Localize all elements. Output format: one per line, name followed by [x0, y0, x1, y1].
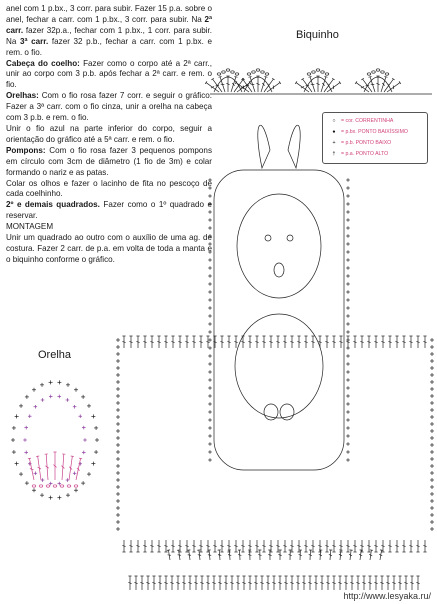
dc-stitch — [206, 336, 209, 348]
dc-stitch — [28, 458, 36, 480]
head-oval — [237, 194, 321, 298]
dc-stitch — [339, 336, 342, 348]
dc-stitch — [248, 550, 252, 560]
dc-stitch — [284, 576, 287, 590]
dc-stitch — [338, 576, 341, 590]
dc-stitch — [220, 540, 223, 552]
chain-symbol-icon: ○ — [332, 118, 336, 124]
dc-stitch — [266, 576, 269, 590]
dc-stitch — [395, 540, 398, 552]
dc-stitch — [374, 576, 377, 590]
dc-stitch — [129, 336, 132, 348]
single-crochet-symbol-icon: + — [332, 140, 336, 146]
dc-stitch — [402, 336, 405, 348]
chain-stitch — [307, 73, 311, 75]
dc-stitch — [398, 576, 401, 590]
dc-stitch — [177, 550, 182, 560]
dc-stitch — [304, 336, 307, 348]
dc-stitch — [278, 576, 281, 590]
dc-stitch — [355, 81, 370, 93]
dc-stitch — [423, 540, 426, 552]
dc-stitch — [409, 336, 412, 348]
dc-stitch — [228, 550, 232, 560]
dc-stitch — [283, 540, 286, 552]
dc-bar — [278, 554, 281, 555]
left-eye — [265, 235, 271, 241]
dc-top — [384, 76, 387, 77]
dc-bar — [268, 554, 271, 555]
dc-stitch — [380, 576, 383, 590]
dc-stitch — [157, 336, 160, 348]
dc-stitch — [388, 336, 391, 348]
chain-stitch — [312, 71, 316, 73]
dc-stitch — [338, 550, 342, 560]
dc-stitch — [360, 336, 363, 348]
dc-stitch — [255, 540, 258, 552]
dc-stitch — [283, 336, 286, 348]
dc-stitch — [158, 576, 161, 590]
body-oval — [235, 314, 323, 418]
dc-stitch — [238, 550, 242, 560]
cabeca-text: Fazer como o corpo até a 2ª carr., unir ao corpo com 3 p.b. após fechar a 2ª carr. e rem. o fio. — [6, 58, 212, 90]
dc-stitch — [319, 76, 327, 92]
chain-stitch — [261, 71, 265, 73]
unir-paragraph: Unir o fio azul na parte inferior do corpo, seguir a orientação do gráfico até a 5ª carr. e rem. o fio. — [6, 123, 212, 144]
dc-stitch — [157, 540, 160, 552]
dc-stitch — [302, 576, 305, 590]
dc-top — [369, 76, 372, 77]
dc-stitch — [297, 336, 300, 348]
chain-stitch — [231, 71, 235, 73]
dc-stitch — [205, 81, 220, 93]
orelha-chart — [11, 380, 99, 499]
dc-stitch — [213, 540, 216, 552]
dc-stitch — [262, 540, 265, 552]
orelhas-text: Com o fio rosa fazer 7 corr. e seguir o gráfico. Fazer a 3ª carr. com o fio cinza, unir a orelha na cabeça com 3 p.b. e rem. o fio. — [6, 91, 212, 123]
chain-stitch — [67, 485, 71, 487]
dc-stitch — [290, 336, 293, 348]
dc-stitch — [328, 550, 332, 560]
dc-stitch — [332, 336, 335, 348]
chain-stitch — [60, 485, 64, 487]
dc-stitch — [392, 576, 395, 590]
dc-stitch — [143, 336, 146, 348]
dc-stitch — [140, 576, 143, 590]
dc-stitch — [332, 576, 335, 590]
dc-stitch — [164, 336, 167, 348]
legend-text-double: = p.a. PONTO ALTO — [341, 151, 389, 157]
legend-text-single: = p.b. PONTO BAIXO — [341, 140, 392, 146]
dc-stitch — [416, 336, 419, 348]
dc-stitch — [376, 76, 379, 92]
chain-stitch — [46, 485, 50, 487]
dc-stitch — [325, 540, 328, 552]
dc-stitch — [386, 576, 389, 590]
dc-stitch — [316, 76, 319, 92]
dc-stitch — [386, 81, 401, 93]
dc-stitch — [167, 550, 172, 560]
dc-stitch — [367, 336, 370, 348]
chain-stitch — [256, 69, 260, 71]
dc-stitch — [326, 81, 341, 93]
round-3-label: 3ª carr. — [20, 36, 49, 46]
bunny-square-chart — [116, 125, 434, 590]
dc-stitch — [234, 540, 237, 552]
chain-stitch — [372, 71, 376, 73]
dc-stitch — [182, 576, 185, 590]
chain-stitch — [53, 485, 57, 487]
dc-stitch — [150, 540, 153, 552]
dc-stitch — [122, 336, 125, 348]
dc-stitch — [212, 576, 215, 590]
dc-stitch — [308, 576, 311, 590]
dc-stitch — [276, 336, 279, 348]
demais-text: Fazer como o 1º quadrado e reservar. — [6, 200, 212, 221]
dc-top — [264, 76, 267, 77]
chain-stitch — [376, 69, 380, 71]
dc-stitch — [188, 576, 191, 590]
dc-stitch — [288, 550, 291, 560]
dc-stitch — [266, 81, 281, 93]
dc-stitch — [136, 336, 139, 348]
dc-stitch — [309, 76, 317, 92]
dc-stitch — [122, 540, 125, 552]
dc-stitch — [409, 540, 412, 552]
right-ear-outline — [288, 125, 300, 168]
round-2-label: 2ª carr. — [6, 14, 212, 35]
dc-stitch — [325, 336, 328, 348]
dc-stitch — [74, 458, 82, 480]
dc-stitch — [356, 576, 359, 590]
dc-stitch — [136, 540, 139, 552]
dc-stitch — [187, 550, 191, 560]
dc-stitch — [402, 540, 405, 552]
dc-stitch — [416, 576, 419, 590]
chain-stitch — [222, 71, 226, 73]
watermark-url: http://www.lesyaka.ru/ — [343, 591, 431, 601]
dc-stitch — [206, 576, 209, 590]
intro-text-3: fazer 32 p.b., fechar a carr. com 1 p.bx. e rem. o fio. — [6, 36, 212, 57]
dc-stitch — [234, 336, 237, 348]
biquinho-title: Biquinho — [296, 29, 339, 41]
dc-stitch — [226, 76, 229, 92]
dc-stitch — [314, 576, 317, 590]
dc-stitch — [219, 76, 227, 92]
dc-stitch — [326, 576, 329, 590]
chain-stitch — [217, 73, 221, 75]
chain-stitch — [265, 73, 269, 75]
dc-stitch — [36, 456, 43, 480]
dc-stitch — [53, 452, 56, 480]
chain-stitch — [385, 73, 389, 75]
dc-stitch — [262, 336, 265, 348]
dc-stitch — [164, 576, 167, 590]
legend-text-chain: = cor. CORRENTINHA — [341, 118, 394, 124]
dc-stitch — [229, 76, 237, 92]
right-paw — [280, 404, 294, 420]
dc-stitch — [67, 456, 74, 480]
dc-stitch — [256, 76, 259, 92]
chain-stitch — [74, 485, 78, 487]
dc-stitch — [260, 576, 263, 590]
dc-stitch — [395, 336, 398, 348]
chain-stitch — [325, 73, 329, 75]
dc-stitch — [304, 540, 307, 552]
dc-stitch — [185, 336, 188, 348]
dc-stitch — [128, 576, 131, 590]
dc-stitch — [129, 540, 132, 552]
dc-stitch — [320, 576, 323, 590]
dc-stitch — [199, 336, 202, 348]
pompons-text: Com o fio rosa fazer 3 pequenos pompons em círculo com 3cm de diâmetro (1 fio de 3m) e colar formando o nariz e as patas. — [6, 145, 212, 177]
dc-stitch — [290, 576, 293, 590]
dc-stitch — [242, 576, 245, 590]
chain-stitch — [247, 73, 251, 75]
dc-stitch — [143, 540, 146, 552]
colar-paragraph: Colar os olhos e fazer o lacinho de fita no pescoço de cada coelhinho. — [6, 178, 212, 199]
cabeca-heading: Cabeça do coelho: — [6, 58, 80, 68]
dc-stitch — [171, 540, 174, 552]
dc-stitch — [249, 76, 257, 92]
chain-stitch — [321, 71, 325, 73]
dc-stitch — [152, 576, 155, 590]
dc-stitch — [150, 336, 153, 348]
montagem-heading: MONTAGEM — [6, 222, 54, 232]
dc-stitch — [410, 576, 413, 590]
dc-stitch — [236, 576, 239, 590]
dc-stitch — [374, 336, 377, 348]
dc-stitch — [332, 540, 335, 552]
left-paw — [264, 404, 278, 420]
dc-stitch — [194, 576, 197, 590]
orelha-title: Orelha — [38, 349, 72, 361]
dc-stitch — [200, 576, 203, 590]
dc-stitch — [318, 550, 322, 560]
dc-stitch — [308, 550, 312, 560]
chain-stitch — [39, 485, 43, 487]
right-eye — [287, 235, 293, 241]
dc-stitch — [254, 576, 257, 590]
dc-stitch — [258, 550, 261, 560]
dc-stitch — [278, 550, 281, 560]
dc-stitch — [353, 540, 356, 552]
dc-top — [324, 76, 327, 77]
dc-stitch — [404, 576, 407, 590]
dc-stitch — [248, 336, 251, 348]
dc-top — [28, 458, 31, 459]
dc-stitch — [295, 81, 310, 93]
dc-stitch — [272, 576, 275, 590]
dc-stitch — [346, 540, 349, 552]
dc-stitch — [248, 576, 251, 590]
dc-stitch — [241, 540, 244, 552]
chain-stitch — [367, 73, 371, 75]
dc-stitch — [416, 540, 419, 552]
dc-stitch — [230, 576, 233, 590]
dc-stitch — [218, 576, 221, 590]
dc-top — [249, 76, 252, 77]
dc-stitch — [259, 76, 267, 92]
dc-stitch — [178, 336, 181, 348]
dc-stitch — [353, 336, 356, 348]
demais-heading: 2º e demais quadrados. — [6, 200, 100, 210]
dc-stitch — [170, 576, 173, 590]
chain-stitch — [381, 71, 385, 73]
intro-text-2: fazer 32p.a., fechar com 1 p.bx., 1 corr. para subir. Na — [6, 25, 212, 46]
body-frame — [214, 170, 344, 470]
chain-stitch — [226, 69, 230, 71]
dc-stitch — [220, 336, 223, 348]
dc-stitch — [368, 576, 371, 590]
double-crochet-symbol-icon: † — [332, 151, 336, 157]
dc-stitch — [134, 576, 137, 590]
left-ear-outline — [258, 125, 270, 168]
dc-top — [79, 458, 82, 459]
dc-stitch — [423, 336, 426, 348]
dc-stitch — [45, 454, 50, 480]
dc-stitch — [374, 540, 377, 552]
dc-top — [309, 76, 312, 77]
dc-stitch — [146, 576, 149, 590]
chain-stitch — [252, 71, 256, 73]
dc-stitch — [388, 540, 391, 552]
dc-stitch — [227, 336, 230, 348]
dc-stitch — [348, 550, 352, 560]
dc-stitch — [381, 336, 384, 348]
chain-stitch — [235, 73, 239, 75]
dc-stitch — [218, 550, 222, 560]
mouth — [274, 263, 284, 277]
dc-stitch — [379, 76, 387, 92]
dc-stitch — [362, 576, 365, 590]
legend-text-slip: = p.bx. PONTO BAIXÍSSIMO — [341, 129, 408, 135]
montagem-paragraph: Unir um quadrado ao outro com o auxílio de uma ag. de costura. Fazer 2 carr. de p.a. em volta de toda a manta e o biquinho conforme o gráfico. — [6, 233, 212, 264]
dc-stitch — [60, 454, 65, 480]
dc-top — [219, 76, 222, 77]
slip-stitch-symbol-icon: ● — [332, 129, 336, 135]
dc-stitch — [192, 540, 195, 552]
dc-stitch — [171, 336, 174, 348]
orelhas-heading: Orelhas: — [6, 91, 39, 101]
dc-stitch — [378, 550, 383, 560]
pompons-heading: Pompons: — [6, 145, 46, 155]
dc-stitch — [296, 576, 299, 590]
intro-text: anel com 1 p.bx., 3 corr. para subir. Fazer 15 p.a. sobre o anel, fechar a carr. com 1 p.bx., 3 corr. para subir. Na — [6, 4, 212, 24]
dc-stitch — [192, 336, 195, 348]
dc-stitch — [255, 336, 258, 348]
dc-stitch — [350, 576, 353, 590]
biquinho-chart — [205, 69, 432, 94]
dc-top — [234, 76, 237, 77]
dc-stitch — [344, 576, 347, 590]
dc-stitch — [224, 576, 227, 590]
dc-stitch — [176, 576, 179, 590]
dc-stitch — [269, 336, 272, 348]
chain-stitch — [316, 69, 320, 71]
chain-stitch — [32, 485, 36, 487]
dc-stitch — [311, 336, 314, 348]
dc-stitch — [369, 76, 377, 92]
